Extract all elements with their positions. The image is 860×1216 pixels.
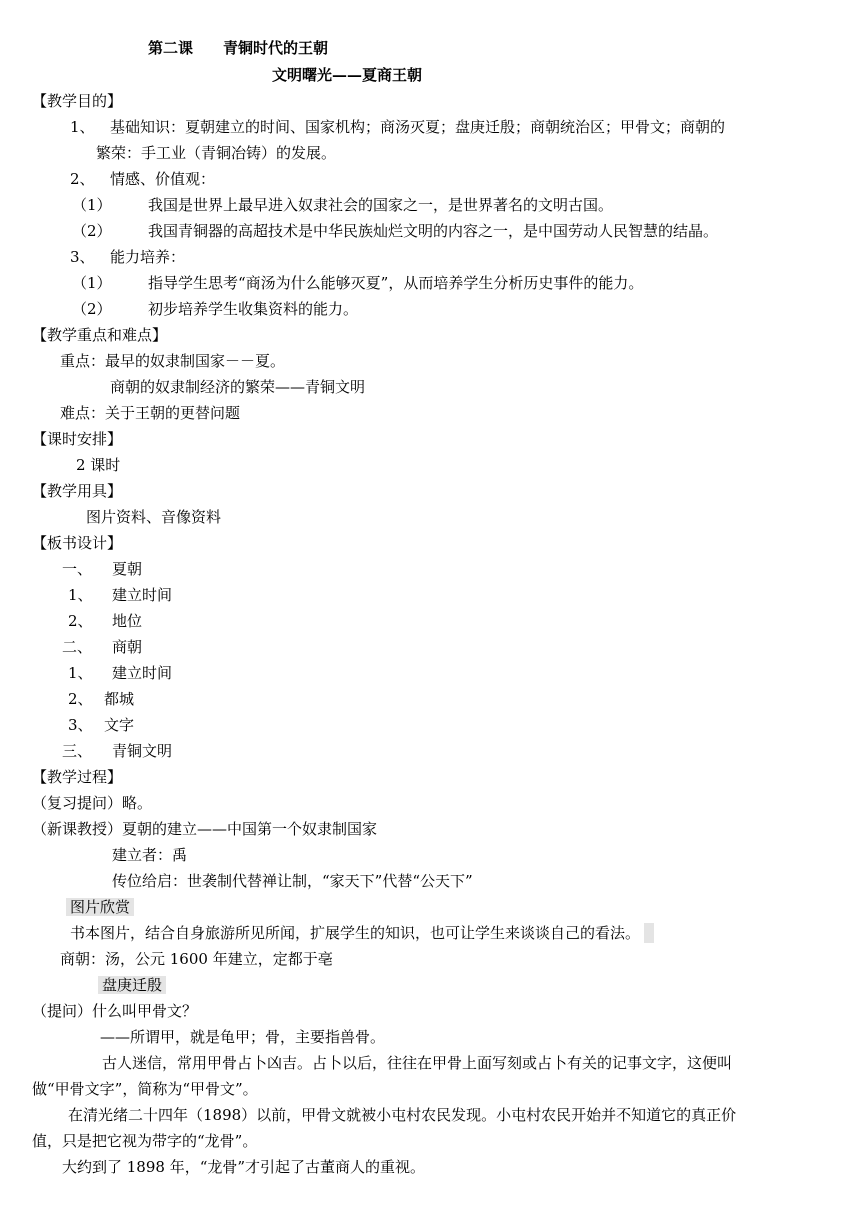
succession-line: 传位给启：世袭制代替禅让制，“家天下”代替“公天下” (112, 872, 473, 890)
new-lesson-line: （新课教授）夏朝的建立——中国第一个奴隶制国家 (32, 820, 378, 838)
goal-3-2-number: （2） (72, 300, 112, 318)
board-item-2-3-number: 3、 (68, 716, 93, 734)
pangeng-label-text: 盘庚迁殷 (98, 976, 166, 994)
paragraph-2-line-1: 在清光绪二十四年（1898）以前，甲骨文就被小屯村农民发现。小屯村农民开始并不知道它的真正价 (68, 1106, 737, 1124)
goal-3-text: 能力培养： (110, 248, 186, 266)
board-item-2-2-number: 2、 (68, 690, 93, 708)
page-subtitle: 文明曙光——夏商王朝 (272, 66, 423, 84)
goal-3-1-text: 指导学生思考“商汤为什么能够灭夏”，从而培养学生分析历史事件的能力。 (148, 274, 644, 292)
paragraph-3: 大约到了 1898 年，“龙骨”才引起了古董商人的重视。 (62, 1158, 426, 1176)
key-point-2: 商朝的奴隶制经济的繁荣——青铜文明 (110, 378, 366, 396)
schedule-heading: 【课时安排】 (32, 430, 123, 448)
board-item-2-1-number: 1、 (68, 664, 93, 682)
lesson-name: 青铜时代的王朝 (223, 39, 329, 57)
picture-label (66, 897, 134, 917)
picture-label-text: 图片欣赏 (66, 898, 134, 916)
goal-2-text: 情感、价值观： (110, 170, 216, 188)
board-item-1-2: 地位 (112, 612, 143, 630)
board-item-1-1-number: 1、 (68, 586, 93, 604)
paragraph-1-line-2: 做“甲骨文字”，简称为“甲骨文”。 (32, 1080, 258, 1098)
process-heading: 【教学过程】 (32, 768, 123, 786)
answer-line: ——所谓甲，就是龟甲；骨，主要指兽骨。 (100, 1028, 386, 1046)
picture-text-content: 书本图片，结合自身旅游所见所闻，扩展学生的知识，也可让学生来谈谈自己的看法。 (70, 924, 641, 942)
goals-heading: 【教学目的】 (32, 92, 123, 110)
founder-line: 建立者：禹 (112, 846, 188, 864)
difficult-point: 难点：关于王朝的更替问题 (60, 404, 241, 422)
keypoints-heading: 【教学重点和难点】 (32, 326, 168, 344)
goal-2-number: 2、 (70, 170, 95, 188)
review-line: （复习提问）略。 (32, 794, 153, 812)
goal-3-1-number: （1） (72, 274, 112, 292)
goal-3-number: 3、 (70, 248, 95, 266)
paragraph-2-line-2: 值，只是把它视为带字的“龙骨”。 (32, 1132, 258, 1150)
board-section-3-number: 三、 (62, 742, 93, 760)
paragraph-1-line-1: 古人迷信，常用甲骨占卜凶吉。占卜以后，往往在甲骨上面写刻或占卜有关的记事文字，这便叫 (102, 1054, 733, 1072)
board-item-2-2: 都城 (104, 690, 135, 708)
goal-1-text-cont: 繁荣：手工业（青铜冶铸）的发展。 (96, 144, 337, 162)
goal-2-2-text: 我国青铜器的高超技术是中华民族灿烂文明的内容之一，是中国劳动人民智慧的结晶。 (148, 222, 719, 240)
goal-3-2-text: 初步培养学生收集资料的能力。 (148, 300, 359, 318)
board-heading: 【板书设计】 (32, 534, 123, 552)
board-section-3: 青铜文明 (112, 742, 173, 760)
shang-line: 商朝：汤，公元 1600 年建立，定都于亳 (60, 950, 333, 968)
board-item-2-3: 文字 (104, 716, 135, 734)
picture-text (70, 923, 654, 943)
board-item-2-1: 建立时间 (112, 664, 173, 682)
question-line: （提问）什么叫甲骨文？ (32, 1002, 198, 1020)
board-section-1: 夏朝 (112, 560, 143, 578)
highlight-mark (644, 923, 654, 943)
key-point: 重点：最早的奴隶制国家－－夏。 (60, 352, 286, 370)
goal-2-1-text: 我国是世界上最早进入奴隶社会的国家之一，是世界著名的文明古国。 (148, 196, 614, 214)
board-section-2: 商朝 (112, 638, 143, 656)
pangeng-label (98, 975, 166, 995)
schedule-value: 2 课时 (76, 456, 121, 474)
board-section-2-number: 二、 (62, 638, 93, 656)
goal-2-1-number: （1） (72, 196, 112, 214)
tools-value: 图片资料、音像资料 (86, 508, 222, 526)
goal-2-2-number: （2） (72, 222, 112, 240)
page-title (148, 38, 328, 58)
board-item-1-2-number: 2、 (68, 612, 93, 630)
board-section-1-number: 一、 (62, 560, 93, 578)
goal-1-number: 1、 (70, 118, 95, 136)
board-item-1-1: 建立时间 (112, 586, 173, 604)
goal-1-text: 基础知识：夏朝建立的时间、国家机构；商汤灭夏；盘庚迁殷；商朝统治区；甲骨文；商朝的 (110, 118, 726, 136)
lesson-number: 第二课 (148, 39, 194, 57)
tools-heading: 【教学用具】 (32, 482, 123, 500)
